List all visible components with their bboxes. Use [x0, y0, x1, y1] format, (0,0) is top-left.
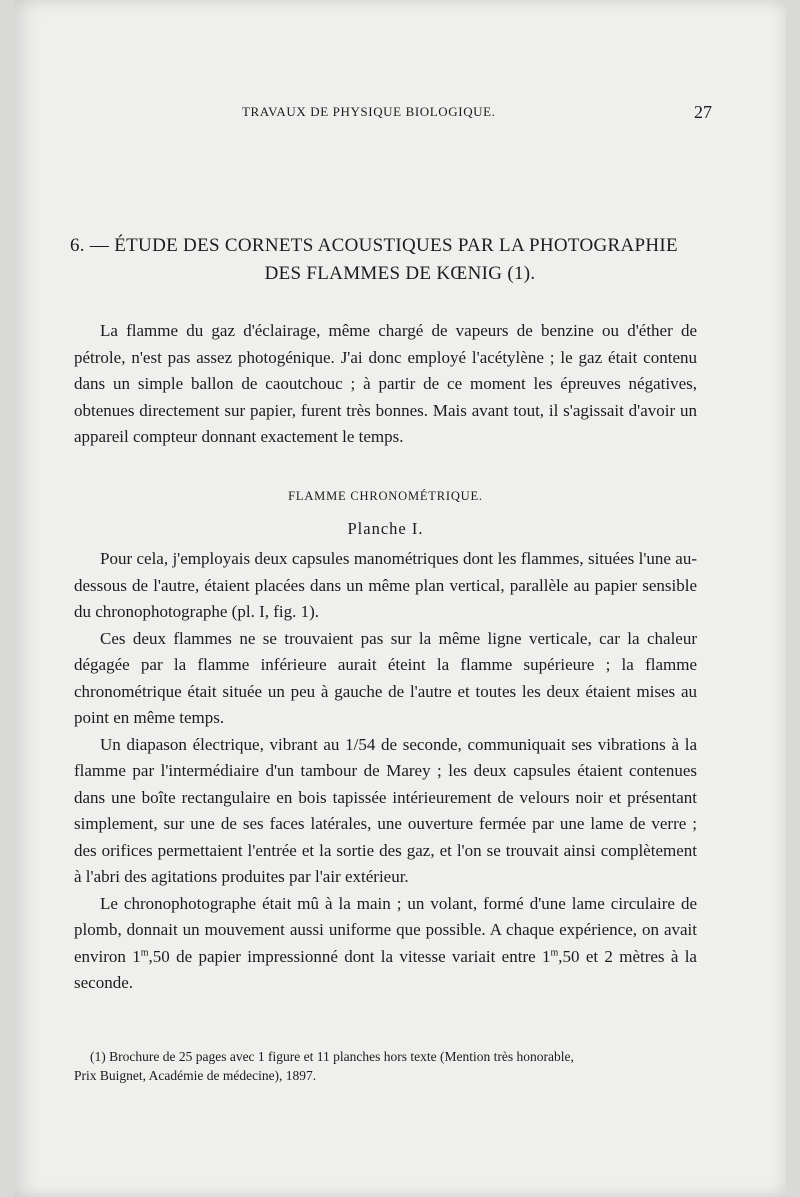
unit-meter-1: m — [140, 946, 149, 958]
paragraph-intro: La flamme du gaz d'éclairage, même chargé de vapeurs de benzine ou d'éther de pétrole, n'est pas assez photogénique. J'ai donc employé l'acétylène ; le gaz était contenu dans un simple ballon de caoutchouc ; à partir de ce moment les épreuves négatives, obtenues directement sur papier, furent très bonnes. Mais avant tout, il s'agissait d'avoir un appareil compteur donnant exactement le temps. — [74, 321, 697, 446]
page-number: 27 — [694, 102, 712, 122]
unit-meter-2: m — [550, 946, 559, 958]
article-title — [70, 232, 710, 288]
paragraph-4-end: ,50 et 2 mètres à la seconde. — [74, 946, 697, 992]
paragraph-2: Ces deux flammes ne se trouvaient pas sur la même ligne verticale, car la chaleur dégagée par la flamme inférieure aurait éteint la flamme supérieure ; la flamme chronométrique était située un peu à gauche de l'autre et toutes les deux étaient mises au point en même temps. — [74, 628, 697, 727]
footnote-line-2: Prix Buignet, Académie de médecine), 1897. — [74, 1068, 317, 1083]
paragraph-1: Pour cela, j'employais deux capsules manométriques dont les flammes, situées l'une au-dessous de l'autre, étaient placées dans un même plan vertical, parallèle au papier sensible du chronophotographe (pl. I, fig. 1). — [74, 549, 697, 621]
paragraph-4-mid: ,50 de papier impressionné dont la vitesse variait entre 1 — [148, 946, 551, 966]
footnote-line-1: (1) Brochure de 25 pages avec 1 figure et 11 planches hors texte (Mention très honorable, — [90, 1049, 574, 1064]
plate-heading: Planche I. — [347, 519, 424, 538]
intro-block — [74, 318, 697, 451]
book-page — [14, 0, 786, 1197]
paragraph-3: Un diapason électrique, vibrant au 1/54 de seconde, communiquait ses vibrations à la flamme par l'intermédiaire d'un tambour de Marey ; les deux capsules étaient contenues dans une boîte rectangulaire en bois tapissée intérieurement de velours noir et présentant simplement, sur une de ses faces latérales, une ouverture fermée par une lame de verre ; des orifices permettaient l'entrée et la sortie des gaz, et l'on se trouvait ainsi complètement à l'abri des agitations produites par l'air extérieur. — [74, 734, 697, 886]
article-title-line-1: 6. — ÉTUDE DES CORNETS ACOUSTIQUES PAR LA PHOTOGRAPHIE — [70, 235, 678, 256]
section-subheading: FLAMME CHRONOMÉTRIQUE. — [288, 489, 483, 503]
body-block — [74, 546, 697, 997]
paragraph-4 — [74, 891, 697, 997]
footnote — [74, 1047, 697, 1085]
paragraph-4-start: Le chronophotographe était mû à la main ; un volant, formé d'une lame circulaire de plomb, donnait un mouvement aussi uniforme que possible. A chaque expérience, on avait environ 1 — [74, 893, 697, 966]
running-title: TRAVAUX DE PHYSIQUE BIOLOGIQUE. — [242, 104, 496, 119]
article-title-line-2: DES FLAMMES DE KŒNIG (1). — [264, 263, 536, 284]
